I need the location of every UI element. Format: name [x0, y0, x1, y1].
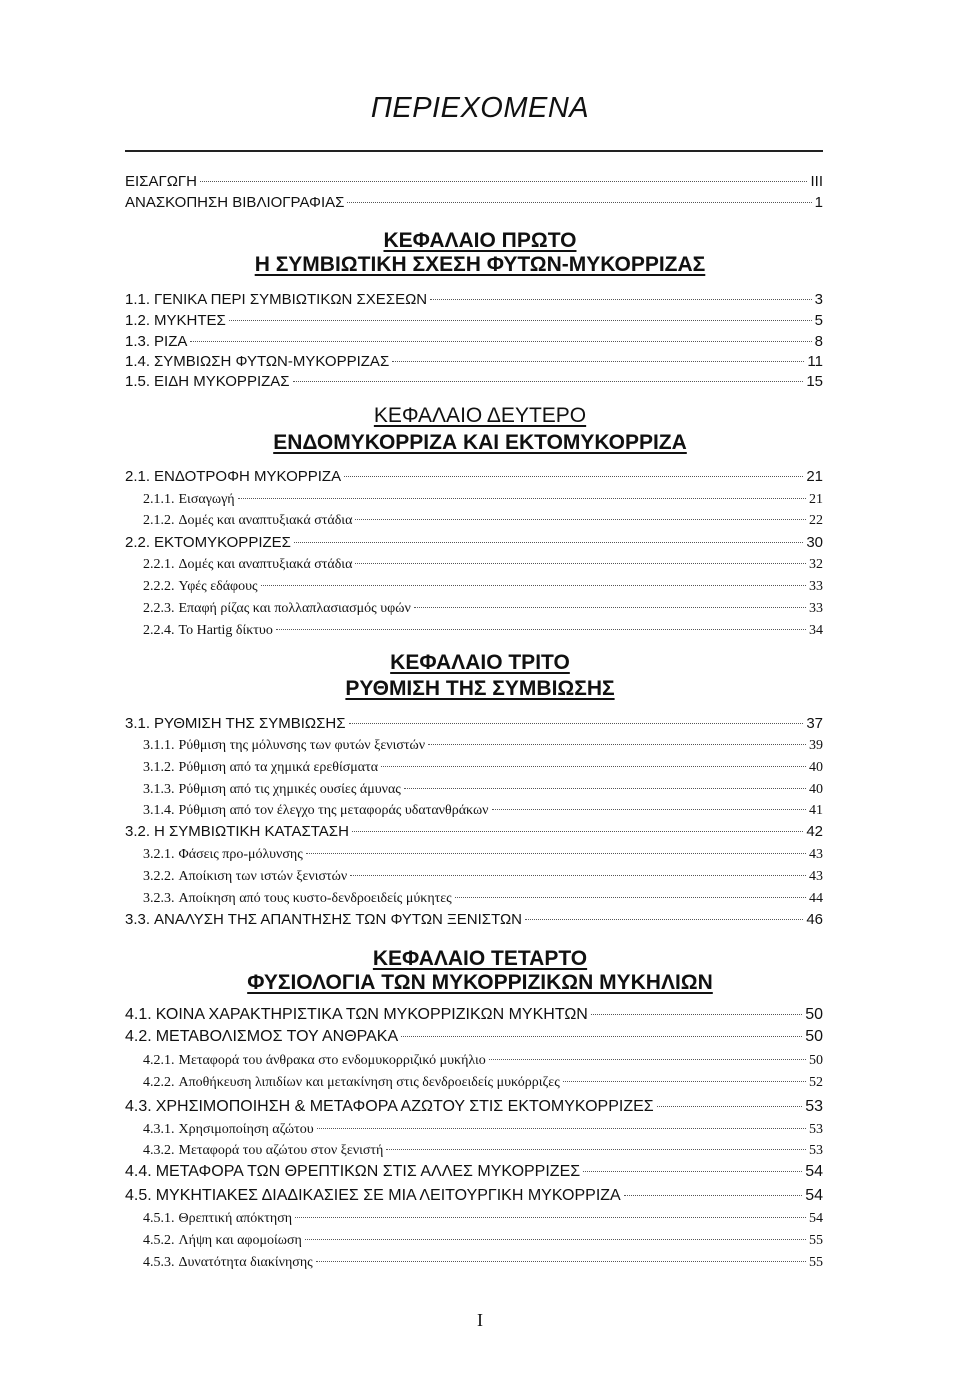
toc-entry-number: 4.2.2. [143, 1075, 175, 1090]
toc-entry [143, 758, 823, 778]
toc-entry [125, 822, 823, 842]
toc-entry [125, 1005, 823, 1025]
dot-leader [428, 744, 806, 745]
page-title: ΠΕΡΙΕΧΟΜΕΝΑ [370, 92, 590, 124]
dot-leader [414, 607, 806, 608]
toc-entry [125, 332, 823, 352]
toc-entry [143, 1073, 823, 1093]
toc-entry [125, 533, 823, 553]
toc-entry-page: 46 [806, 911, 823, 928]
toc-entry-page: 21 [809, 492, 823, 507]
toc-entry-page: 50 [805, 1028, 823, 1045]
toc-entry-page: 21 [806, 468, 823, 485]
toc-entry-number: 3.1.2. [143, 760, 175, 775]
toc-entry-number: 3.1.1. [143, 738, 175, 753]
toc-entry-label: Αποίκηση από τους κυστο-δενδροειδείς μύκητες [178, 891, 452, 906]
toc-entry-page: 5 [814, 312, 823, 329]
toc-entry [143, 801, 823, 821]
dot-leader [583, 1171, 802, 1172]
toc-entry [143, 511, 823, 531]
toc-entry-number: 4.2. [125, 1028, 152, 1045]
toc-entry-number: 4.1. [125, 1006, 152, 1023]
toc-entry-number: 4.2.1. [143, 1053, 175, 1068]
toc-entry-page: 54 [805, 1187, 823, 1204]
toc-entry-page: 37 [806, 715, 823, 732]
toc-entry-page: 22 [809, 513, 823, 528]
toc-entry-number: 1.1. [125, 291, 151, 308]
toc-entry-label: ΚΟΙΝΑ ΧΑΡΑΚΤΗΡΙΣΤΙΚΑ ΤΩΝ ΜΥΚΟΡΡΙΖΙΚΩΝ ΜΥΚΗΤΩΝ [155, 1006, 588, 1023]
toc-entry-number: 3.2.1. [143, 847, 175, 862]
toc-entry-label: ΜΕΤΑΒΟΛΙΣΜΟΣ ΤΟΥ ΑΝΘΡΑΚΑ [155, 1028, 399, 1045]
dot-leader [200, 181, 807, 182]
dot-leader [276, 629, 806, 630]
toc-entry-number: 2.2.1. [143, 557, 175, 572]
toc-entry-label: ΣΥΜΒΙΩΣΗ ΦΥΤΩΝ-ΜΥΚΟΡΡΙΖΑΣ [154, 353, 390, 370]
toc-entry-number: 2.1.2. [143, 513, 175, 528]
toc-entry [125, 352, 823, 372]
toc-entry [143, 1120, 823, 1140]
chapter-subtitle: ΦΥΣΙΟΛΟΓΙΑ ΤΩΝ ΜΥΚΟΡΡΙΖΙΚΩΝ ΜΥΚΗΛΙΩΝ [247, 971, 713, 994]
toc-entry-label: ΜΥΚΗΤΕΣ [154, 312, 226, 329]
dot-leader [657, 1106, 803, 1107]
toc-entry-page: 39 [809, 738, 823, 753]
toc-entry [143, 780, 823, 800]
toc-entry-label: Επαφή ρίζας και πολλαπλασιασμός υφών [178, 601, 411, 616]
dot-leader [238, 498, 806, 499]
dot-leader [305, 1239, 806, 1240]
toc-entry [143, 1231, 823, 1251]
chapter-heading: ΚΕΦΑΛΑΙΟ ΔΕΥΤΕΡΟ [373, 404, 587, 427]
toc-entry-number: 2.1. [125, 468, 151, 485]
dot-leader [316, 1261, 806, 1262]
dot-leader [190, 341, 811, 342]
toc-entry-page: 54 [809, 1211, 823, 1226]
dot-leader [261, 585, 806, 586]
toc-entry-label: Ρύθμιση από τις χημικές ουσίες άμυνας [178, 782, 401, 797]
toc-entry-number: 2.2. [125, 534, 151, 551]
dot-leader [624, 1195, 802, 1196]
toc-entry-label: Δομές και αναπτυξιακά στάδια [178, 513, 353, 528]
toc-entry-label: Εισαγωγή [178, 492, 235, 507]
toc-entry-label: ΧΡΗΣΙΜΟΠΟΙΗΣΗ & ΜΕΤΑΦΟΡΑ ΑΖΩΤΟΥ ΣΤΙΣ ΕΚΤΟΜΥΚΟΡΡΙΖΕΣ [155, 1098, 654, 1115]
toc-entry-number: 4.3.2. [143, 1143, 175, 1158]
toc-entry-number: 3.1.3. [143, 782, 175, 797]
toc-entry-page: 42 [806, 823, 823, 840]
dot-leader [355, 519, 806, 520]
chapter-heading: ΚΕΦΑΛΑΙΟ ΤΡΙΤΟ [390, 651, 570, 674]
toc-entry-label: ΕΙΔΗ ΜΥΚΟΡΡΙΖΑΣ [154, 373, 290, 390]
toc-entry-page: 53 [805, 1098, 823, 1115]
toc-entry [125, 311, 823, 331]
toc-entry-page: 11 [807, 353, 823, 370]
dot-leader [386, 1149, 806, 1150]
toc-entry [143, 621, 823, 641]
toc-entry-page: 53 [809, 1143, 823, 1158]
toc-entry [143, 555, 823, 575]
toc-entry [125, 290, 823, 310]
toc-entry [125, 193, 823, 213]
toc-entry-number: 4.5.3. [143, 1255, 175, 1270]
toc-entry [125, 372, 823, 392]
dot-leader [489, 1059, 806, 1060]
dot-leader [293, 381, 804, 382]
chapter-heading: ΚΕΦΑΛΑΙΟ ΤΕΤΑΡΤΟ [372, 947, 588, 970]
dot-leader [455, 897, 806, 898]
toc-entry [143, 1141, 823, 1161]
toc-entry-number: 3.1. [125, 715, 151, 732]
chapter-subtitle: Η ΣΥΜΒΙΩΤΙΚΗ ΣΧΕΣΗ ΦΥΤΩΝ-ΜΥΚΟΡΡΙΖΑΣ [254, 253, 706, 276]
toc-entry-label: ΕΙΣΑΓΩΓΗ [125, 173, 198, 190]
toc-entry-number: 4.5. [125, 1187, 152, 1204]
toc-entry-page: 40 [809, 782, 823, 797]
toc-entry-page: 8 [814, 333, 823, 350]
toc-entry-label: ΜΕΤΑΦΟΡΑ ΤΩΝ ΘΡΕΠΤΙΚΩΝ ΣΤΙΣ ΑΛΛΕΣ ΜΥΚΟΡΡΙΖΕΣ [155, 1163, 581, 1180]
dot-leader [392, 361, 804, 362]
toc-entry-page: III [810, 173, 823, 190]
toc-entry [125, 467, 823, 487]
toc-entry-label: ΓΕΝΙΚΑ ΠΕΡΙ ΣΥΜΒΙΩΤΙΚΩΝ ΣΧΕΣΕΩΝ [154, 291, 428, 308]
toc-entry-number: 4.4. [125, 1163, 152, 1180]
toc-entry-page: 33 [809, 601, 823, 616]
toc-entry-label: Η ΣΥΜΒΙΩΤΙΚΗ ΚΑΤΑΣΤΑΣΗ [154, 823, 349, 840]
dot-leader [563, 1081, 806, 1082]
dot-leader [352, 831, 803, 832]
toc-entry-number: 4.3.1. [143, 1122, 175, 1137]
dot-leader [347, 202, 811, 203]
toc-entry-page: 1 [814, 194, 823, 211]
toc-entry-number: 3.2.2. [143, 869, 175, 884]
toc-entry-label: ΡΙΖΑ [154, 333, 188, 350]
toc-entry [143, 599, 823, 619]
toc-entry-number: 3.2. [125, 823, 151, 840]
toc-entry-page: 52 [809, 1075, 823, 1090]
dot-leader [381, 766, 806, 767]
toc-entry-label: Δομές και αναπτυξιακά στάδια [178, 557, 353, 572]
toc-entry [125, 910, 823, 930]
toc-entry-label: Λήψη και αφομοίωση [178, 1233, 302, 1248]
toc-entry-label: Ρύθμιση από τον έλεγχο της μεταφοράς υδατανθράκων [178, 803, 489, 818]
toc-entry-page: 34 [809, 623, 823, 638]
toc-entry-page: 41 [809, 803, 823, 818]
dot-leader [229, 320, 812, 321]
toc-entry-page: 32 [809, 557, 823, 572]
toc-entry-label: ΑΝΑΛΥΣΗ ΤΗΣ ΑΠΑΝΤΗΣΗΣ ΤΩΝ ΦΥΤΩΝ ΞΕΝΙΣΤΩΝ [154, 911, 522, 928]
toc-entry [125, 1162, 823, 1182]
toc-entry-label: ΡΥΘΜΙΣΗ ΤΗΣ ΣΥΜΒΙΩΣΗΣ [154, 715, 346, 732]
chapter-heading: ΚΕΦΑΛΑΙΟ ΠΡΩΤΟ [383, 229, 577, 252]
toc-entry [125, 1027, 823, 1047]
dot-leader [344, 476, 803, 477]
toc-entry-label: Το Hartig δίκτυο [178, 623, 273, 638]
toc-entry-page: 15 [806, 373, 823, 390]
toc-entry-number: 4.5.1. [143, 1211, 175, 1226]
toc-entry [143, 1209, 823, 1229]
toc-entry [125, 1186, 823, 1206]
toc-entry-number: 3.2.3. [143, 891, 175, 906]
toc-entry-page: 54 [805, 1163, 823, 1180]
toc-entry-number: 2.1.1. [143, 492, 175, 507]
toc-entry-page: 53 [809, 1122, 823, 1137]
toc-entry-number: 1.4. [125, 353, 151, 370]
toc-entry-number: 3.3. [125, 911, 151, 928]
toc-entry-page: 30 [806, 534, 823, 551]
toc-entry-label: Αποίκιση των ιστών ξενιστών [178, 869, 348, 884]
toc-entry-label: Αποθήκευση λιπιδίων και μετακίνηση στις δενδροειδείς μυκόρριζες [178, 1075, 560, 1090]
title-rule [125, 150, 823, 152]
toc-entry-label: Χρησιμοποίηση αζώτου [178, 1122, 314, 1137]
toc-entry-page: 44 [809, 891, 823, 906]
dot-leader [401, 1036, 802, 1037]
toc-entry-label: ΑΝΑΣΚΟΠΗΣΗ ΒΙΒΛΙΟΓΡΑΦΙΑΣ [125, 194, 345, 211]
toc-entry [143, 845, 823, 865]
toc-entry-page: 50 [809, 1053, 823, 1068]
chapter-subtitle: ΡΥΘΜΙΣΗ ΤΗΣ ΣΥΜΒΙΩΣΗΣ [345, 677, 615, 700]
toc-entry-number: 1.3. [125, 333, 151, 350]
page-number: I [477, 1310, 483, 1330]
toc-entry-page: 50 [805, 1006, 823, 1023]
toc-entry [125, 1097, 823, 1117]
toc-entry-number: 4.3. [125, 1098, 152, 1115]
toc-entry-page: 40 [809, 760, 823, 775]
toc-entry [143, 1253, 823, 1273]
toc-entry-number: 2.2.4. [143, 623, 175, 638]
dot-leader [430, 299, 812, 300]
toc-entry-label: Ρύθμιση από τα χημικά ερεθίσματα [178, 760, 379, 775]
toc-entry-number: 2.2.3. [143, 601, 175, 616]
toc-entry-page: 43 [809, 847, 823, 862]
toc-entry-page: 3 [814, 291, 823, 308]
toc-entry [143, 736, 823, 756]
toc-entry-label: Ρύθμιση της μόλυνσης των φυτών ξενιστών [178, 738, 426, 753]
dot-leader [591, 1014, 802, 1015]
toc-entry-label: ΜΥΚΗΤΙΑΚΕΣ ΔΙΑΔΙΚΑΣΙΕΣ ΣΕ ΜΙΑ ΛΕΙΤΟΥΡΓΙΚΗ ΜΥΚΟΡΡΙΖΑ [155, 1187, 621, 1204]
dot-leader [492, 809, 806, 810]
toc-entry-page: 43 [809, 869, 823, 884]
toc-entry-number: 1.2. [125, 312, 151, 329]
dot-leader [295, 1217, 806, 1218]
toc-entry [143, 1051, 823, 1071]
toc-entry [125, 172, 823, 192]
toc-entry [143, 889, 823, 909]
toc-entry-number: 3.1.4. [143, 803, 175, 818]
toc-entry-label: Φάσεις προ-μόλυνσης [178, 847, 303, 862]
toc-entry-number: 1.5. [125, 373, 151, 390]
toc-entry-number: 2.2.2. [143, 579, 175, 594]
toc-entry [143, 490, 823, 510]
toc-entry [125, 714, 823, 734]
toc-entry-label: Θρεπτική απόκτηση [178, 1211, 293, 1226]
dot-leader [349, 723, 804, 724]
toc-entry [143, 867, 823, 887]
toc-entry-page: 33 [809, 579, 823, 594]
toc-entry-page: 55 [809, 1255, 823, 1270]
toc-entry-page: 55 [809, 1233, 823, 1248]
toc-entry-label: Υφές εδάφους [178, 579, 258, 594]
toc-entry-label: ΕΚΤΟΜΥΚΟΡΡΙΖΕΣ [154, 534, 291, 551]
toc-entry-label: Δυνατότητα διακίνησης [178, 1255, 313, 1270]
toc-entry [143, 577, 823, 597]
toc-entry-label: ΕΝΔΟΤΡΟΦΗ ΜΥΚΟΡΡΙΖΑ [154, 468, 342, 485]
toc-entry-label: Μεταφορά του άνθρακα στο ενδομυκορριζικό μυκήλιο [178, 1053, 486, 1068]
dot-leader [404, 788, 806, 789]
dot-leader [317, 1128, 806, 1129]
dot-leader [350, 875, 806, 876]
dot-leader [294, 542, 803, 543]
dot-leader [306, 853, 806, 854]
dot-leader [525, 919, 803, 920]
toc-entry-label: Μεταφορά του αζώτου στον ξενιστή [178, 1143, 384, 1158]
dot-leader [355, 563, 806, 564]
toc-entry-number: 4.5.2. [143, 1233, 175, 1248]
chapter-subtitle: ΕΝΔΟΜΥΚΟΡΡΙΖΑ ΚΑΙ ΕΚΤΟΜΥΚΟΡΡΙΖΑ [273, 431, 687, 454]
